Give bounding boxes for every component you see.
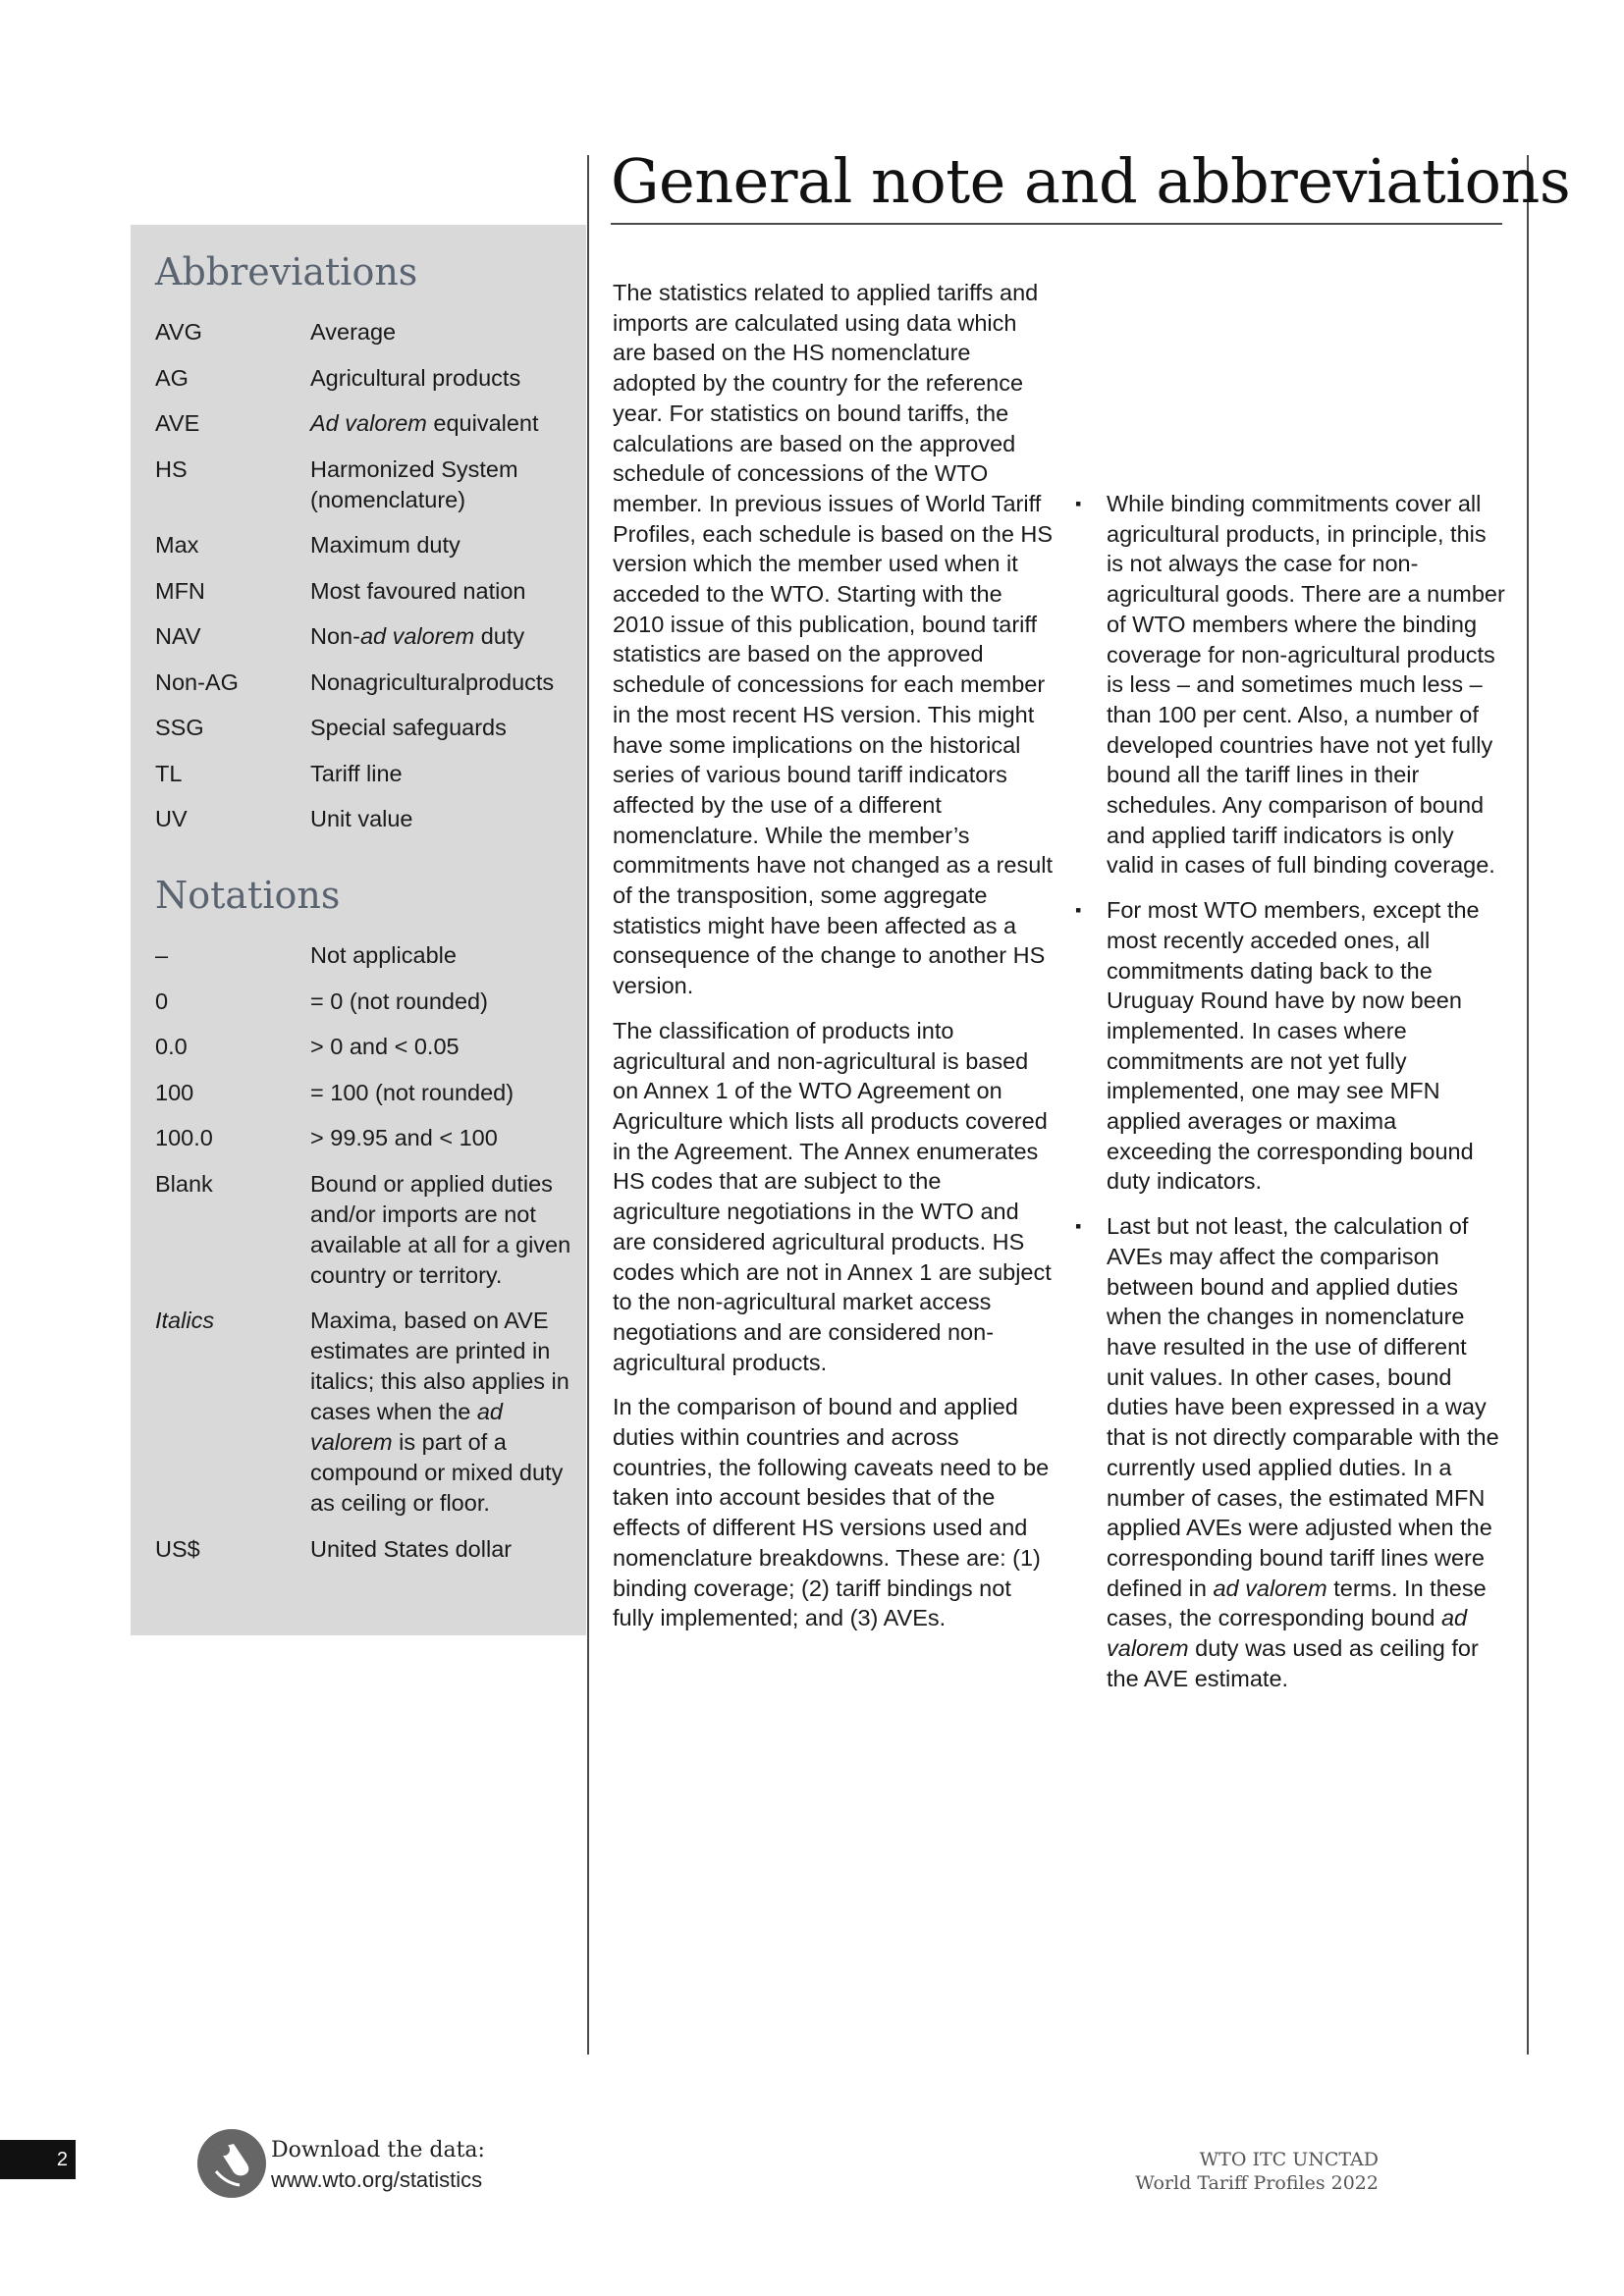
abbrev-desc: Most favoured nation — [310, 577, 526, 604]
publication-footer — [982, 2148, 1379, 2195]
notation-term: Blank — [155, 1170, 213, 1197]
bullet-text: For most WTO members, except the most recently acceded ones, all commitments dating back to the Uruguay Round have by now been implemented. In cases where commitments are not yet fully implemented, one may see MFN applied averages or maxima exceeding the corresponding bound duty indicators. — [1107, 897, 1480, 1195]
bullet-binding-coverage — [1075, 489, 1507, 881]
desc-text: Non- — [310, 623, 360, 649]
abbrev-row — [155, 530, 586, 561]
italic-text: ad valorem — [310, 1399, 503, 1455]
notations-heading: Notations — [155, 874, 341, 917]
title-underline — [611, 223, 1502, 225]
body-paragraph-classification: The classification of products into agricultural and non-agricultural is based on Annex 1 of the WTO Agreement on Agriculture which lists all products covered in the Agreement. The Annex enumerates HS codes that are subject to the agriculture negotiations in the WTO and are considered agricultural products. HS codes which are not in Annex 1 are subject to the non-agricultural market access negotiations and are considered non-agricultural products. — [613, 1017, 1052, 1375]
abbrev-term: AVE — [155, 410, 200, 436]
notation-desc: > 0 and < 0.05 — [310, 1034, 460, 1059]
abbrev-term: HS — [155, 455, 188, 482]
notation-row — [155, 1169, 586, 1291]
footer-publication: World Tariff Profiles 2022 — [1135, 2172, 1379, 2194]
abbrev-desc — [310, 621, 575, 652]
left-column-rule — [587, 155, 589, 2055]
abbrev-desc: Agricultural products — [310, 364, 521, 391]
abbrev-row — [155, 576, 586, 607]
body-column-2 — [1075, 489, 1507, 1708]
bullet-text-part: terms. In these cases, the corresponding bound — [1107, 1575, 1487, 1631]
desc-text: Maxima, based on AVE estimates are printed in italics; this also applies in cases when the — [310, 1308, 569, 1424]
italic-text: ad valorem — [1107, 1605, 1468, 1662]
italic-text: Ad valorem — [310, 410, 427, 436]
body-paragraph-caveats: In the comparison of bound and applied duties within countries and across countries, the following caveats need to be taken into account besides that of the effects of different HS versions used and nomenclature breakdowns. These are: (1) binding coverage; (2) tariff bindings not fully implemented; and (3) AVEs. — [613, 1394, 1050, 1631]
abbrev-term: MFN — [155, 577, 205, 604]
abbrev-desc: Tariff line — [310, 760, 403, 786]
download-link[interactable]: www.wto.org/statistics — [271, 2167, 483, 2192]
bullet-text-part: Last but not least, the calculation of AVEs may affect the comparison between bound and applied duties when the changes in nomenclature have resulted in the use of different unit values. In other cases, bound duties have been expressed in a way that is not directly comparable with the currently used applied duties. In a number of cases, the estimated MFN applied AVEs were adjusted when the corresponding bound tariff lines were defined in — [1107, 1213, 1499, 1601]
abbrev-row — [155, 621, 586, 652]
abbreviations-sidebar — [131, 225, 586, 1635]
desc-text: is part of a compound or mixed duty as ceiling or floor. — [310, 1429, 564, 1516]
abbrev-term: UV — [155, 806, 188, 831]
abbrev-desc: Maximum duty — [310, 532, 460, 558]
abbrev-desc: Harmonized System (nomenclature) — [310, 455, 518, 512]
bullet-square-icon: ▪ — [1075, 494, 1082, 513]
abbrev-term: TL — [155, 760, 183, 786]
italic-text: ad valorem — [359, 623, 475, 649]
abbrev-row — [155, 667, 586, 698]
notation-row — [155, 1078, 586, 1108]
notation-desc: = 0 (not rounded) — [310, 988, 488, 1014]
notation-desc: Bound or applied duties and/or imports are not available at all for a given country or territory. — [310, 1170, 571, 1288]
notation-desc: United States dollar — [310, 1535, 513, 1562]
abbrev-desc: Nonagriculturalproducts — [310, 668, 555, 695]
abbrev-term: AG — [155, 364, 189, 391]
download-label: Download the data: — [271, 2138, 485, 2163]
desc-text: duty — [474, 623, 525, 649]
notation-term: 100 — [155, 1079, 194, 1105]
bullet-aves — [1075, 1211, 1507, 1693]
body-paragraph-hs-nomenclature: The statistics related to applied tariffs and imports are calculated using data which are based on the HS nomenclature adopted by the country for the reference year. For statistics on bound tariffs, the calculations are based on the approved schedule of concessions of the WTO member. In previous issues of World Tariff Profiles, each schedule is based on the HS version which the member used when it acceded to the WTO. Starting with the 2010 issue of this publication, bound tariff statistics are based on the approved schedule of concessions for each member in the most recent HS version. This might have some implications on the historical series of various bound tariff indicators affected by the use of a different nomenclature. While the member’s commitments have not changed as a result of the transposition, some aggregate statistics might have been affected as a consequence of the change to another HS version. — [613, 280, 1054, 999]
notation-term: 0 — [155, 988, 169, 1014]
notation-desc: > 99.95 and < 100 — [310, 1125, 498, 1150]
notation-row — [155, 1534, 586, 1565]
abbrev-term: AVG — [155, 319, 202, 345]
footer-org: WTO ITC UNCTAD — [1199, 2149, 1379, 2170]
abbrev-row — [155, 804, 586, 834]
notation-term: – — [155, 942, 169, 968]
right-column-rule — [1527, 155, 1529, 2055]
abbrev-term: Non-AG — [155, 668, 239, 695]
page-title: General note and abbreviations — [611, 145, 1571, 217]
abbrev-row — [155, 408, 586, 439]
abbrev-term: Max — [155, 532, 199, 558]
bullet-text-part: duty was used as ceiling for the AVE estimate. — [1107, 1635, 1479, 1691]
page-number: 2 — [0, 2140, 76, 2179]
abbrev-desc: Special safeguards — [310, 715, 507, 740]
notation-desc: = 100 (not rounded) — [310, 1079, 514, 1105]
abbrev-row — [155, 317, 586, 347]
bullet-square-icon: ▪ — [1075, 900, 1082, 921]
notation-term: 0.0 — [155, 1034, 188, 1059]
body-column-1 — [613, 278, 1055, 1648]
notation-desc: Not applicable — [310, 942, 457, 968]
notation-desc — [310, 1306, 575, 1519]
download-block — [271, 2136, 485, 2195]
abbrev-desc — [310, 408, 575, 439]
italic-text: ad valorem — [1213, 1575, 1327, 1601]
abbrev-term: SSG — [155, 715, 204, 740]
notation-row — [155, 987, 586, 1017]
abbrev-row — [155, 713, 586, 743]
notation-row — [155, 1306, 586, 1519]
abbrev-row — [155, 454, 586, 515]
abbrev-desc: Average — [310, 319, 397, 345]
notation-row — [155, 940, 586, 971]
bullet-square-icon: ▪ — [1075, 1216, 1082, 1237]
notation-term: 100.0 — [155, 1125, 213, 1150]
abbrev-desc: Unit value — [310, 806, 413, 831]
bullet-text: While binding commitments cover all agricultural products, in principle, this is not always the case for non-agricultural goods. There are a number of WTO members where the binding coverage for non-agricultural products is less – and sometimes much less – than 100 per cent. Also, a number of developed countries have not yet fully bound all the tariff lines in their schedules. Any comparison of bound and applied tariff indicators is only valid in cases of full binding coverage. — [1107, 491, 1505, 879]
abbrev-row — [155, 363, 586, 394]
desc-text: equivalent — [426, 410, 539, 436]
download-hand-icon[interactable] — [196, 2128, 267, 2199]
abbrev-row — [155, 759, 586, 789]
notation-row — [155, 1123, 586, 1153]
bullet-text — [1107, 1211, 1507, 1693]
notation-row — [155, 1032, 586, 1062]
abbrev-term: NAV — [155, 623, 201, 649]
bullet-implementation — [1075, 895, 1507, 1197]
abbreviations-heading: Abbreviations — [155, 250, 418, 294]
notation-term: US$ — [155, 1535, 200, 1562]
notation-term: Italics — [155, 1308, 215, 1333]
